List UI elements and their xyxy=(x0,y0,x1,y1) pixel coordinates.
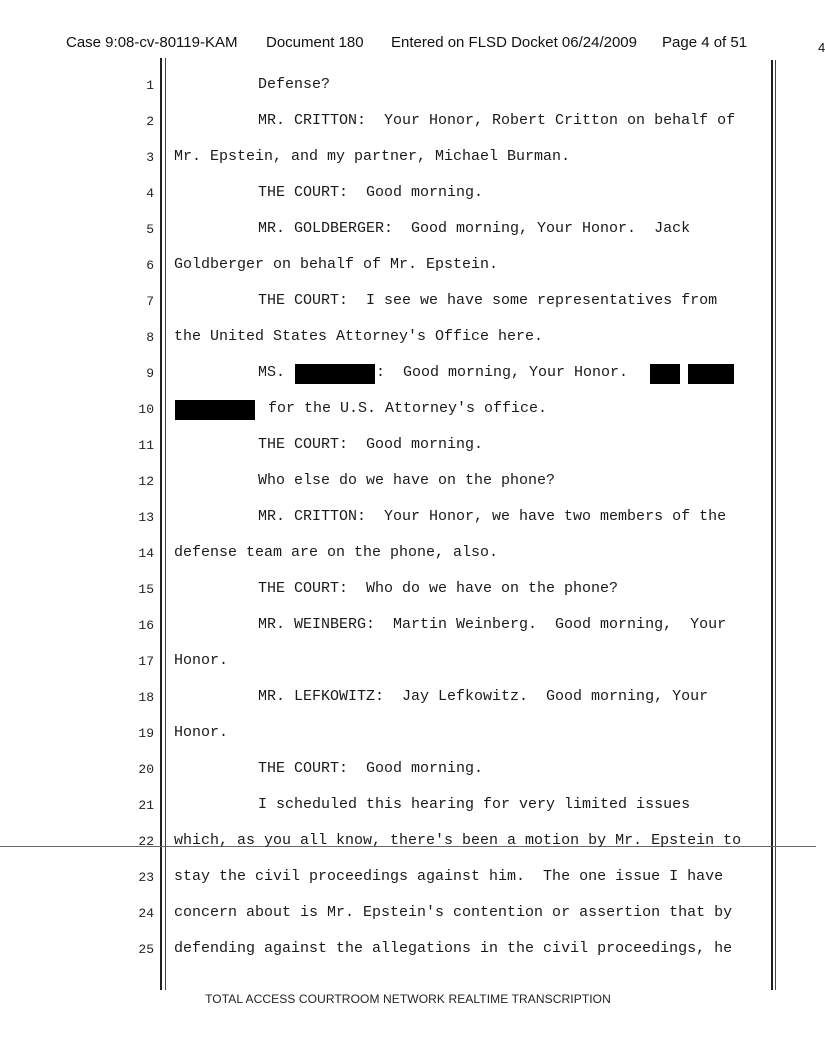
docket-header xyxy=(66,34,825,55)
redaction-box xyxy=(688,364,734,384)
line-number: 20 xyxy=(138,762,154,777)
line-text: THE COURT: Who do we have on the phone? xyxy=(258,580,619,597)
line-number: 8 xyxy=(146,330,154,345)
line-number: 11 xyxy=(138,438,154,453)
line-text: MR. CRITTON: Your Honor, we have two members of the xyxy=(258,508,727,525)
line-text: concern about is Mr. Epstein's contention or assertion that by xyxy=(174,904,733,921)
transcript-line xyxy=(0,220,816,242)
transcript-line xyxy=(0,76,816,98)
transcript-line xyxy=(0,580,816,602)
transcript-page-number: 4 xyxy=(818,40,825,55)
line-number: 4 xyxy=(146,186,154,201)
line-number: 5 xyxy=(146,222,154,237)
line-number: 2 xyxy=(146,114,154,129)
line-text: THE COURT: Good morning. xyxy=(258,760,484,777)
line-text: the United States Attorney's Office here. xyxy=(174,328,544,345)
line-number: 9 xyxy=(146,366,154,381)
transcript-line xyxy=(0,328,816,350)
line-number: 21 xyxy=(138,798,154,813)
line-text: which, as you all know, there's been a motion by Mr. Epstein to xyxy=(174,832,742,849)
line-text-speaker: MS. xyxy=(258,364,286,381)
line-text: MR. CRITTON: Your Honor, Robert Critton on behalf of xyxy=(258,112,736,129)
transcript-line xyxy=(0,796,816,818)
line-number: 15 xyxy=(138,582,154,597)
line-number: 25 xyxy=(138,942,154,957)
transcript-line xyxy=(0,148,816,170)
transcript-line xyxy=(0,832,816,854)
line-number: 17 xyxy=(138,654,154,669)
transcript-line xyxy=(0,472,816,494)
transcript-line xyxy=(0,544,816,566)
line-text: Defense? xyxy=(258,76,331,93)
line-number: 22 xyxy=(138,834,154,849)
line-number: 13 xyxy=(138,510,154,525)
transcript-line xyxy=(0,724,816,746)
transcript-line xyxy=(0,364,816,386)
line-text: stay the civil proceedings against him. The one issue I have xyxy=(174,868,724,885)
docket-entry-date: Entered on FLSD Docket 06/24/2009 xyxy=(391,34,637,51)
line-text: THE COURT: Good morning. xyxy=(258,436,484,453)
transcript-line xyxy=(0,256,816,278)
line-number: 3 xyxy=(146,150,154,165)
redaction-box xyxy=(175,400,255,420)
line-number: 1 xyxy=(146,78,154,93)
line-number: 24 xyxy=(138,906,154,921)
line-number: 12 xyxy=(138,474,154,489)
transcript-line xyxy=(0,688,816,710)
line-number: 6 xyxy=(146,258,154,273)
transcript-line xyxy=(0,400,816,422)
redaction-box xyxy=(295,364,375,384)
transcript-line xyxy=(0,292,816,314)
line-text: defense team are on the phone, also. xyxy=(174,544,499,561)
redaction-box xyxy=(650,364,680,384)
transcript-line xyxy=(0,652,816,674)
line-text: Mr. Epstein, and my partner, Michael Burman. xyxy=(174,148,571,165)
line-number: 19 xyxy=(138,726,154,741)
line-number: 14 xyxy=(138,546,154,561)
line-text: defending against the allegations in the civil proceedings, he xyxy=(174,940,733,957)
transcript-line xyxy=(0,508,816,530)
page-indicator: Page 4 of 51 xyxy=(662,34,748,51)
document-number: Document 180 xyxy=(266,34,364,51)
line-text: MR. GOLDBERGER: Good morning, Your Honor. Jack xyxy=(258,220,691,237)
line-number: 7 xyxy=(146,294,154,309)
transcript-line xyxy=(0,436,816,458)
line-text: THE COURT: Good morning. xyxy=(258,184,484,201)
transcript-line xyxy=(0,760,816,782)
transcript-line xyxy=(0,112,816,134)
line-text: Honor. xyxy=(174,652,229,669)
line-text: Goldberger on behalf of Mr. Epstein. xyxy=(174,256,499,273)
transcript-line xyxy=(0,616,816,638)
transcript-line xyxy=(0,868,816,890)
case-number: Case 9:08-cv-80119-KAM xyxy=(66,34,238,51)
line-text: MR. LEFKOWITZ: Jay Lefkowitz. Good morning, Your xyxy=(258,688,709,705)
line-number: 18 xyxy=(138,690,154,705)
line-text: Honor. xyxy=(174,724,229,741)
transcription-footer: TOTAL ACCESS COURTROOM NETWORK REALTIME TRANSCRIPTION xyxy=(205,992,611,1006)
line-text: THE COURT: I see we have some representatives from xyxy=(258,292,718,309)
line-text: for the U.S. Attorney's office. xyxy=(268,400,548,417)
transcript-line xyxy=(0,184,816,206)
line-text: : Good morning, Your Honor. xyxy=(376,364,629,381)
transcript-line xyxy=(0,904,816,926)
line-number: 23 xyxy=(138,870,154,885)
transcript-line xyxy=(0,940,816,962)
line-number: 10 xyxy=(138,402,154,417)
line-text: MR. WEINBERG: Martin Weinberg. Good morning, Your xyxy=(258,616,727,633)
line-text: I scheduled this hearing for very limited issues xyxy=(258,796,691,813)
line-number: 16 xyxy=(138,618,154,633)
line-text: Who else do we have on the phone? xyxy=(258,472,556,489)
